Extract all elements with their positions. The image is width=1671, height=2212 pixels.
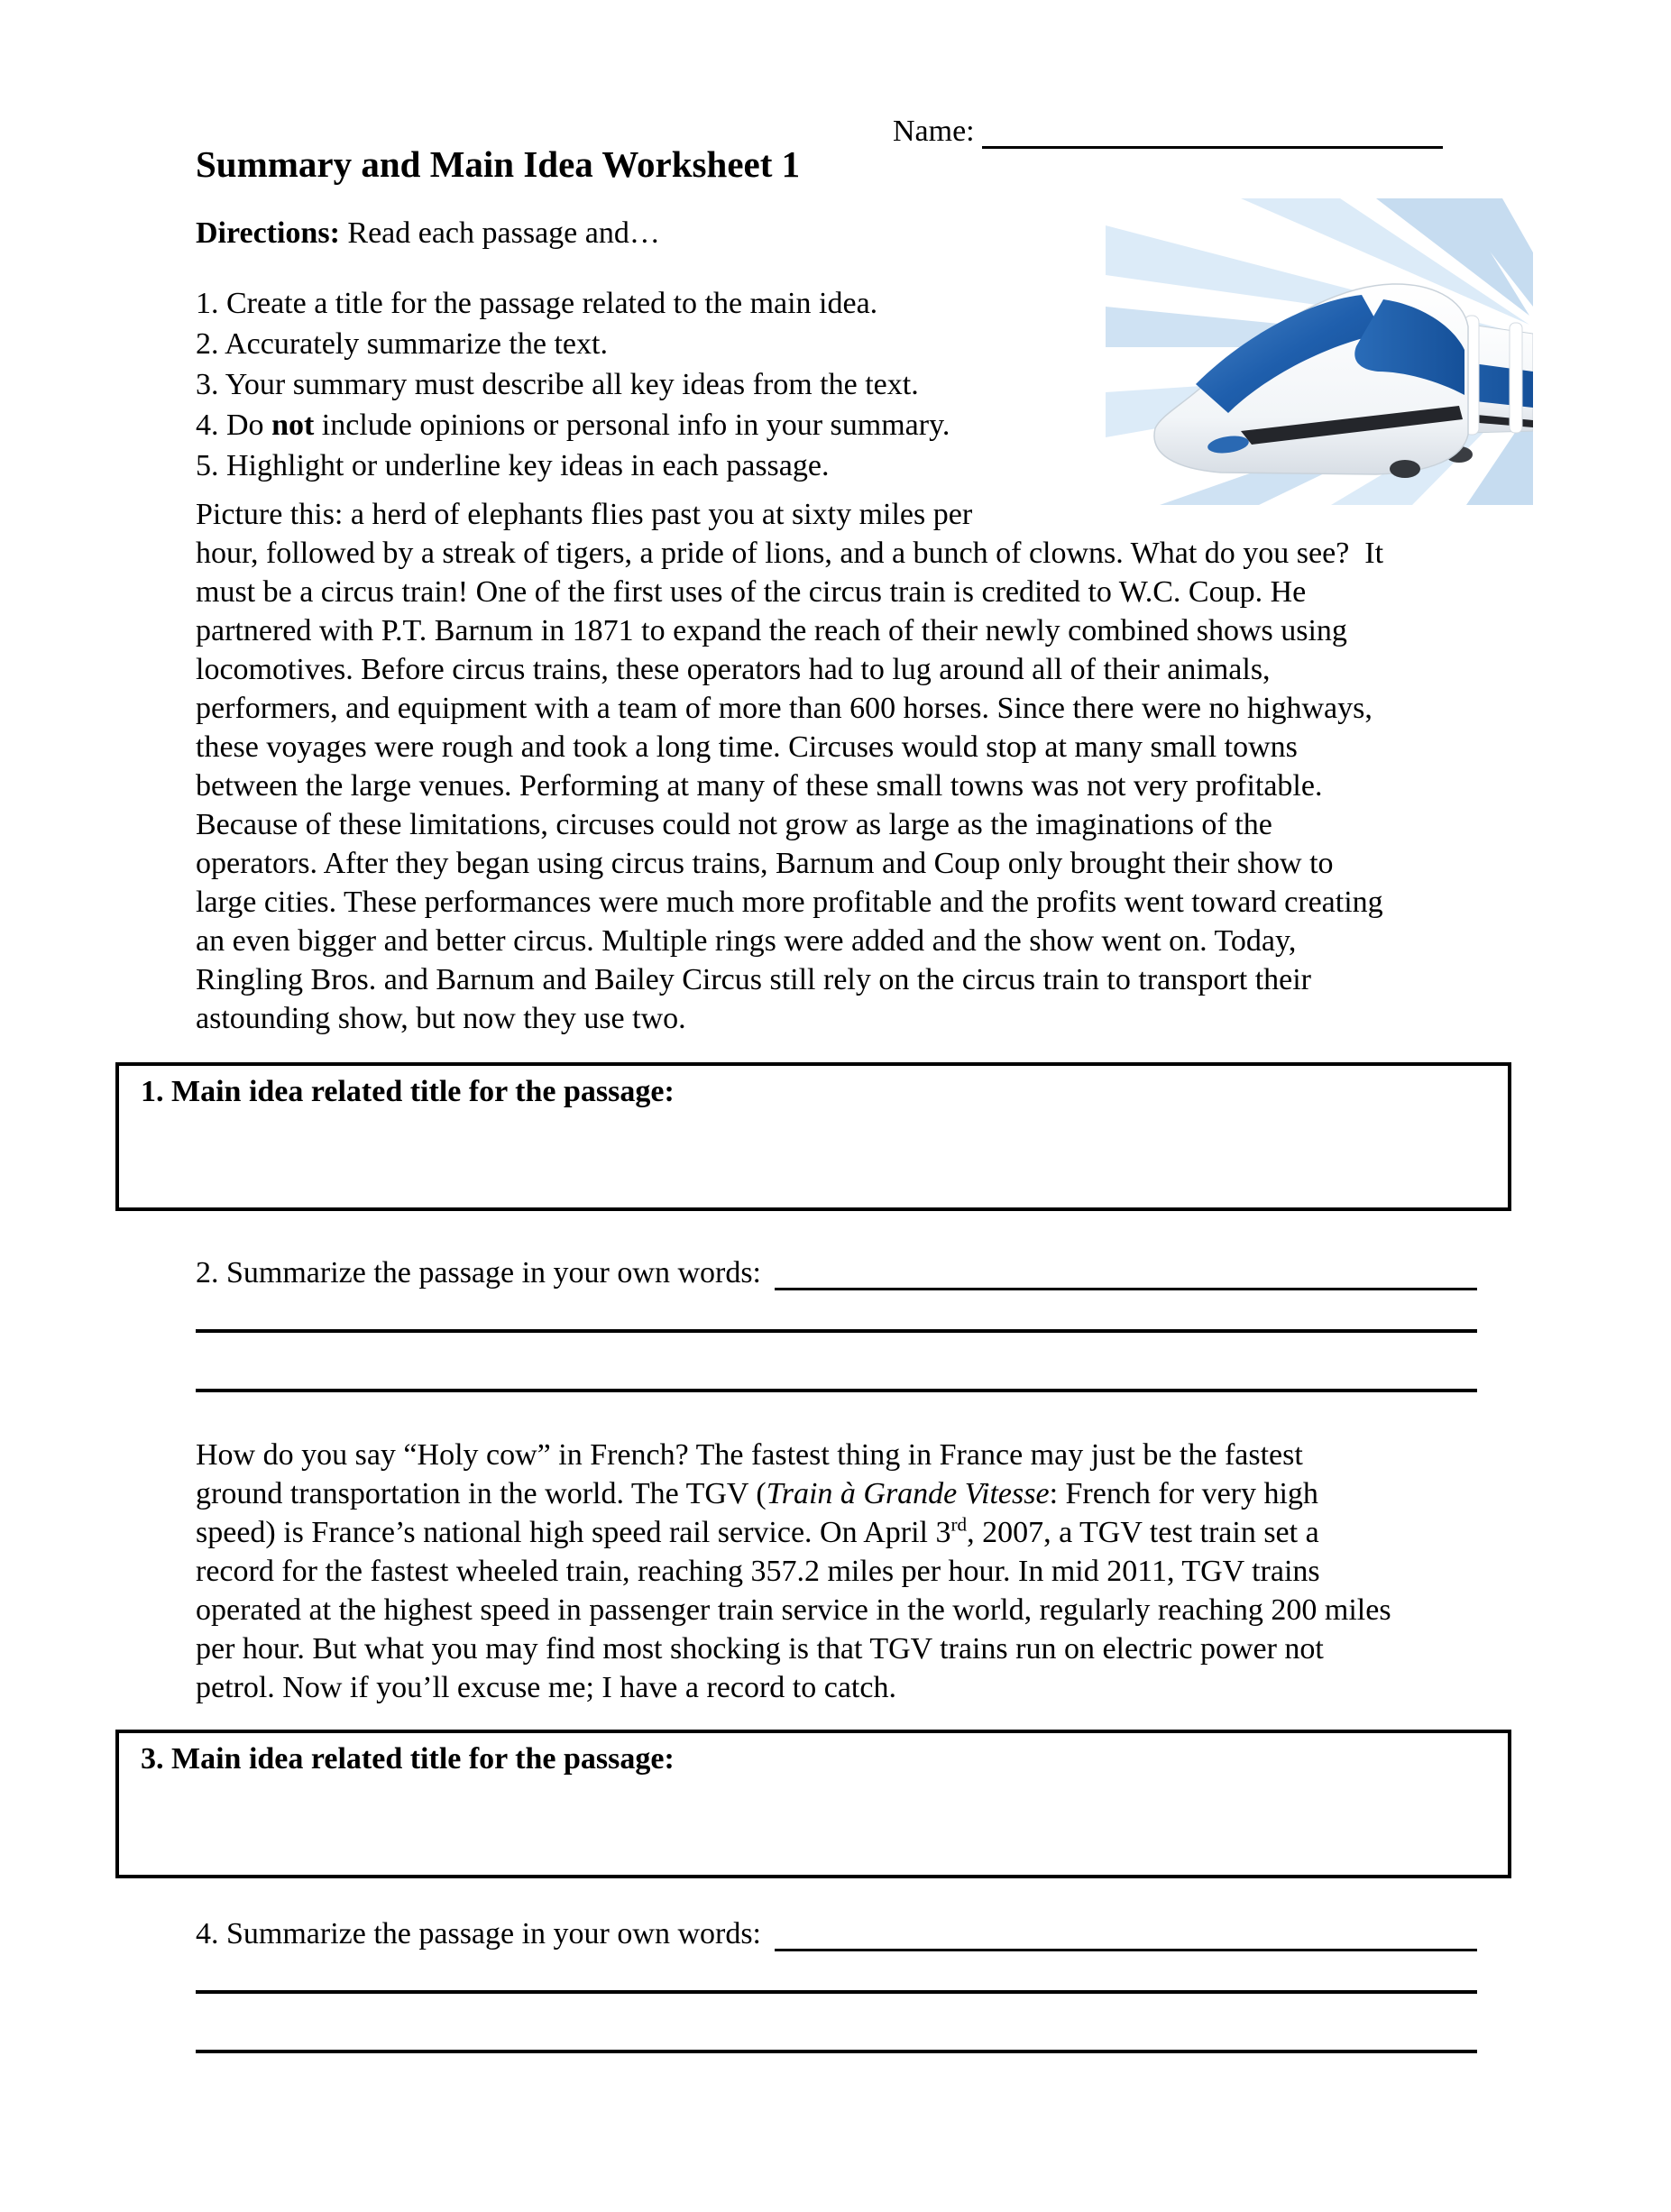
directions-label: Directions: [196,216,340,250]
train-wheel [1390,460,1420,478]
title-answer-box-1[interactable] [115,1062,1511,1211]
question-4-blank-line[interactable] [775,1913,1478,1951]
passage-2-text: How do you say “Holy cow” in French? The fastest thing in France may just be the fastest ground transportation in the world. The TGV (Train à Grande Vitesse: French for very high speed) is France’s national high speed rail service. On April 3rd, 2007, a TGV test train set a record for the fastest wheeled train, reaching 357.2 miles per hour. In mid 2011, TGV trains operated at the highest speed in passenger train service in the world, regularly reaching 200 miles per hour. But what you may find most shocking is that TGV trains run on electric power not petrol. Now if you’ll excuse me; I have a record to catch. [196,1438,1391,1704]
train-illustration [1106,198,1533,505]
name-blank-line[interactable] [982,112,1443,149]
directions-list: 1. Create a title for the passage related to the main idea. 2. Accurately summarize the text. 3. Your summary must describe all key ideas from the text. 4. Do not include opinions or personal info in your summary. 5. Highlight or underline key ideas in each passage. [196,287,950,482]
train-image [1106,198,1533,505]
question-4-label: 4. Summarize the passage in your own words: [196,1917,769,1950]
answer-box-3-label: 3. Main idea related title for the passage: [141,1742,675,1776]
question-2-row [196,1252,1477,1290]
question-4-row [196,1913,1477,1951]
question-2-blank-line[interactable] [775,1252,1478,1290]
answer-line[interactable] [196,1329,1477,1333]
answer-line[interactable] [196,1389,1477,1392]
title-answer-box-3[interactable] [115,1730,1511,1878]
name-label: Name: [893,115,975,148]
train-front-car [1154,284,1468,478]
directions [196,216,660,251]
name-row [893,112,1443,149]
passage-1-text: Picture this: a herd of elephants flies past you at sixty miles per hour, followed by a streak of tigers, a pride of lions, and a bunch of clowns. What do you see? It must be a circus train! One of the first uses of the circus train is credited to W.C. Coup. He partnered with P.T. Barnum in 1871 to expand the reach of their newly combined shows using locomotives. Before circus trains, these operators had to lug around all of their animals, performers, and equipment with a team of more than 600 horses. Since there were no highways, these voyages were rough and took a long time. Circuses would stop at many small towns between the large venues. Performing at many of these small towns was not very profitable. Because of these limitations, circuses could not grow as large as the imaginations of the operators. After they began using circus trains, Barnum and Coup only brought their show to large cities. These performances were much more profitable and the profits went toward creating an even bigger and better circus. Multiple rings were added and the show went on. Today, Ringling Bros. and Barnum and Bailey Circus still rely on the circus train to transport their astounding show, but now they use two. [196,498,1384,1035]
question-2-label: 2. Summarize the passage in your own words: [196,1256,769,1290]
page-title: Summary and Main Idea Worksheet 1 [196,143,801,185]
answer-box-1-label: 1. Main idea related title for the passage: [141,1075,675,1108]
answer-line[interactable] [196,1990,1477,1994]
answer-line[interactable] [196,2050,1477,2053]
directions-text: Read each passage and… [339,216,660,250]
